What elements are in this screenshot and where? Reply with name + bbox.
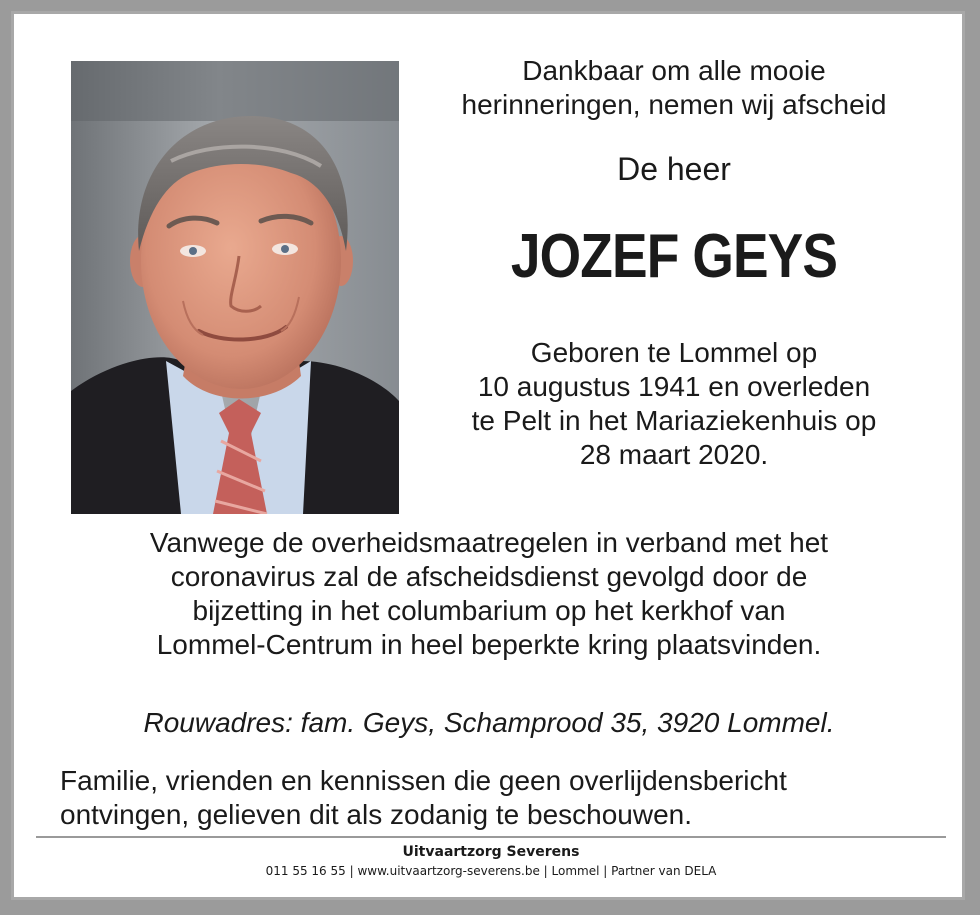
- family-line: ontvingen, gelieven dit als zodanig te beschouwen.: [60, 799, 692, 830]
- birth-line: te Pelt in het Mariaziekenhuis op: [471, 405, 877, 436]
- ceremony-line: bijzetting in het columbarium op het kerkhof van: [192, 595, 786, 626]
- ceremony-line: Lommel-Centrum in heel beperkte kring plaatsvinden.: [156, 629, 822, 660]
- mourning-address: Rouwadres: fam. Geys, Schamprood 35, 3920 Lommel.: [143, 707, 835, 738]
- intro-line: herinneringen, nemen wij afscheid: [461, 89, 887, 120]
- funeral-home-name: Uitvaartzorg Severens: [402, 844, 580, 860]
- footer: [36, 843, 946, 880]
- birth-line: 28 maart 2020.: [579, 439, 769, 470]
- funeral-home-contact: 011 55 16 55 | www.uitvaartzorg-severens.be | Lommel | Partner van DELA: [265, 864, 717, 878]
- family-line: Familie, vrienden en kennissen die geen overlijdensbericht: [60, 765, 787, 796]
- birth-line: 10 augustus 1941 en overleden: [477, 371, 871, 402]
- header-column: [424, 54, 924, 472]
- family-notice: [60, 764, 920, 832]
- ceremony-line: coronavirus zal de afscheidsdienst gevolgd door de: [170, 561, 808, 592]
- portrait-photo: [71, 61, 399, 514]
- ceremony-text: [54, 526, 924, 662]
- deceased-name: JOZEF GEYS: [510, 222, 838, 291]
- footer-divider: [36, 836, 946, 838]
- birth-death-text: [424, 336, 924, 472]
- birth-line: Geboren te Lommel op: [530, 337, 818, 368]
- ceremony-line: Vanwege de overheidsmaatregelen in verband met het: [149, 527, 829, 558]
- salutation: De heer: [617, 151, 731, 187]
- intro-text: [424, 54, 924, 122]
- intro-line: Dankbaar om alle mooie: [522, 55, 826, 86]
- obituary-card: [11, 11, 965, 900]
- portrait-illustration: [71, 61, 399, 514]
